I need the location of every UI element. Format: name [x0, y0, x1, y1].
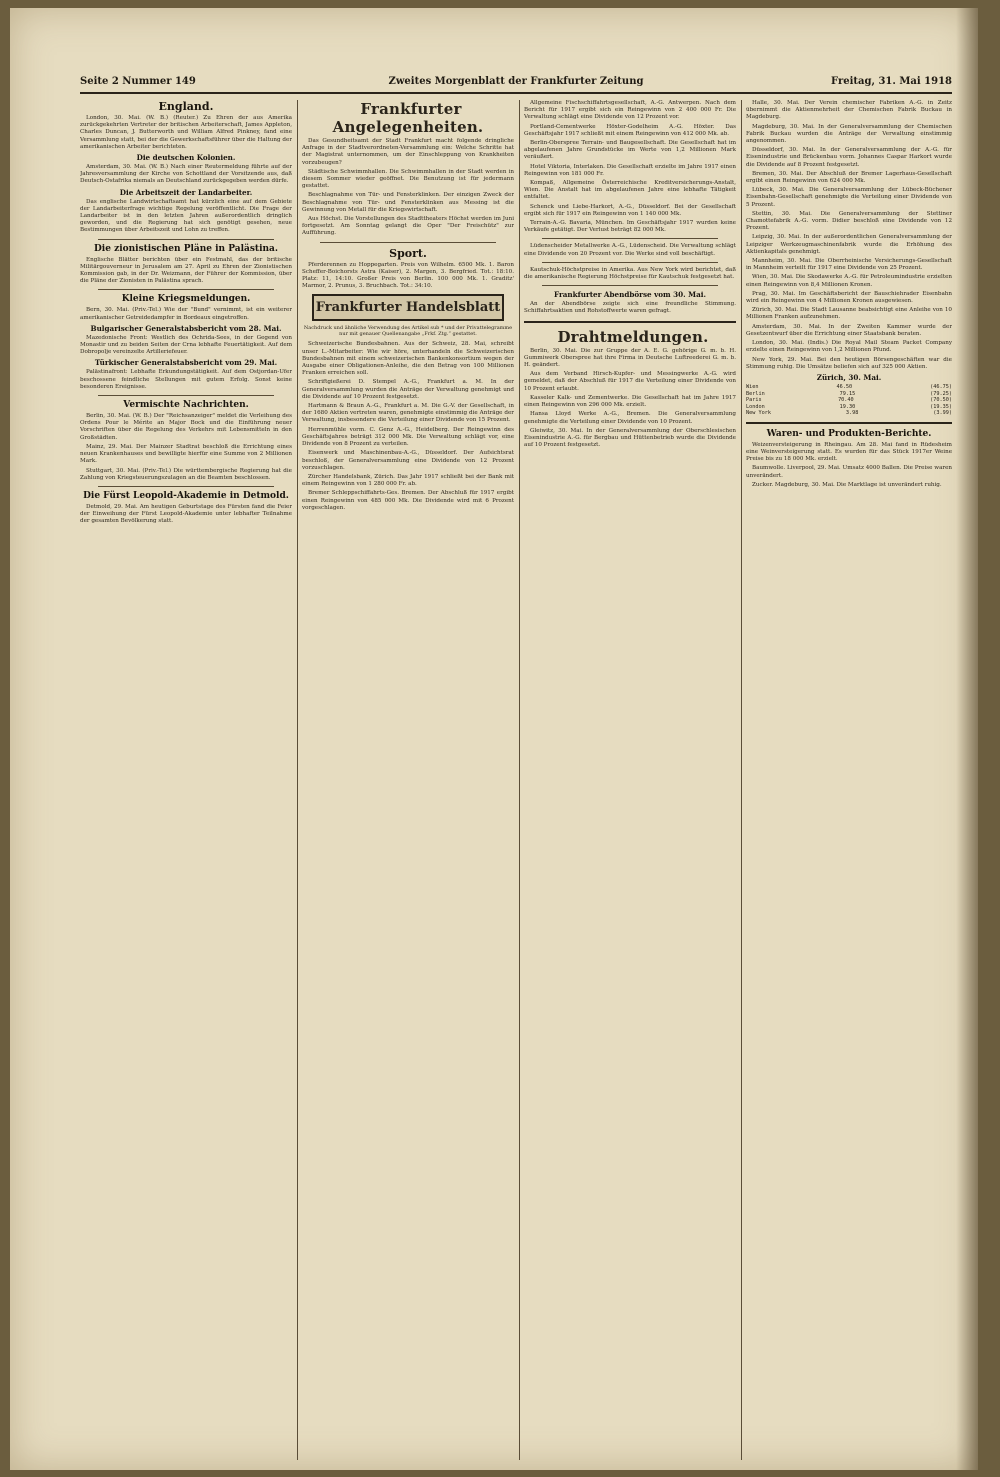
- article-text: Terrain-A.-G. Bavaria, München. Im Geschäftsjahr 1917 wurden keine Verkäufe getätigt. Der Verlust beträgt 82 000 Mk.: [524, 220, 736, 234]
- headline-vermischte: Vermischte Nachrichten.: [123, 400, 249, 411]
- headline-akademie: Die Fürst Leopold-Akademie in Detmold.: [83, 490, 289, 501]
- article-text: Weizenversteigerung in Rheingau. Am 28. Mai fand in Rüdesheim eine Weinversteigerung statt. Es wurden für das Stück 1917er Weine Preise bis zu 18 000 Mk. erzielt.: [746, 441, 952, 463]
- exchange-rate-city: Wien: [746, 383, 759, 390]
- article-text: Mainz, 29. Mai. Der Mainzer Stadtrat beschloß die Errichtung eines neuen Krankenhauses und bewilligte hierfür eine Summe von 2 Millionen Mark.: [80, 443, 292, 465]
- subhead-turkish-report: Türkischer Generalstabsbericht vom 29. Mai.: [94, 358, 278, 368]
- headline-england: England.: [158, 100, 214, 113]
- article-text: An der Abendbörse zeigte sich eine freundliche Stimmung. Schiffahrtsaktien und Rohstoffwerte waren gefragt.: [524, 301, 736, 315]
- article-text: Detmold, 29. Mai. Am heutigen Geburtstage des Fürsten fand die Feier der Einweihung der Fürst Leopold-Akademie unter lebhafter Teilnahme der gesamten Bevölkerung statt.: [80, 503, 292, 525]
- divider: [320, 242, 496, 243]
- article-text: Hartmann & Braun A.-G., Frankfurt a. M. Die G.-V. der Gesellschaft, in der 1680 Aktien vertreten waren, genehmigte einstimmig die Anträge der Verwaltung, insbesondere die Verteilung einer Dividende von 15 Prozent.: [302, 403, 514, 424]
- article-text: Palästinafront: Lebhafte Erkundungstätigkeit. Auf dem Ostjordan-Ufer beschossene feindliche Stellungen mit gutem Erfolg. Sonst keine besonderen Ereignisse.: [80, 369, 292, 390]
- article-text: Schriftgießerei D. Stempel A.-G., Frankfurt a. M. In der Generalversammlung wurden die Anträge der Verwaltung genehmigt und die Dividende auf 10 Prozent festgesetzt.: [302, 379, 514, 400]
- column-rule: [519, 100, 520, 1460]
- column-rule: [297, 100, 298, 1460]
- article-text: Hansa Lloyd Werke A.-G., Bremen. Die Generalversammlung genehmigte die Verteilung einer Dividende von 10 Prozent.: [524, 411, 736, 425]
- exchange-rate-city: Paris: [746, 397, 762, 404]
- article-text: Aus dem Verband Hirsch-Kupfer- und Messingwerke A.-G. wird gemeldet, daß der Abschluß für 1917 die Verteilung einer Dividende von 10 Prozent erlaubt.: [524, 371, 736, 392]
- exchange-rate-value: 19.30: [839, 403, 856, 410]
- article-text: London, 30. Mai. (Indis.) Die Royal Mail Steam Packet Company erzielte einen Reingewinn von 1,2 Millionen Pfund.: [746, 340, 952, 354]
- article-text: Bern, 30. Mai. (Priv.-Tel.) Wie der "Bund" vernimmt, ist ein weiterer amerikanischer Getreidedampfer in Bordeaux eingetroffen.: [80, 307, 292, 321]
- article-text: Portland-Cementwerke Höxter-Godelheim A.-G. Höxter. Das Geschäftsjahr 1917 schließt mit einem Reingewinn von 412 000 Mk. ab.: [524, 123, 736, 137]
- article-text: Amsterdam, 30. Mai. In der Zweiten Kammer wurde der Gesetzentwurf über die Errichtung einer Staatsbank beraten.: [746, 323, 952, 337]
- subhead-kolonien: Die deutschen Kolonien.: [136, 153, 236, 163]
- headline-sport: Sport.: [389, 246, 427, 260]
- article-text: Zürich, 30. Mai. Die Stadt Lausanne beabsichtigt eine Anleihe von 10 Millionen Franken aufzunehmen.: [746, 307, 952, 321]
- article-text: Stuttgart, 30. Mai. (Priv.-Tel.) Die württembergische Regierung hat die Zahlung von Kriegsteuerungszulagen an die Beamten beschlossen.: [80, 467, 292, 481]
- article-text: Düsseldorf, 30. Mai. In der Generalversammlung der A.-G. für Eisenindustrie und Brückenbau vorm. Johannes Caspar Harkort wurde die Dividende auf 8 Prozent festgesetzt.: [746, 147, 952, 168]
- page-edge-shadow: [956, 8, 978, 1470]
- article-text: Lübeck, 30. Mai. Die Generalversammlung der Lübeck-Büchener Eisenbahn-Gesellschaft genehmigte die Verteilung einer Dividende von 5 Prozent.: [746, 187, 952, 208]
- article-text: Berlin, 30. Mai. Die zur Gruppe der A. E. G. gehörige G. m. b. H. Gummiwerk Oberspree hat ihre Firma in Deutsche Luftreederei G. m. b. H. geändert.: [524, 347, 736, 369]
- divider: [542, 285, 718, 286]
- header-date: Freitag, 31. Mai 1918: [831, 76, 952, 87]
- article-text: Kasseler Kalk- und Zementwerke. Die Gesellschaft hat im Jahre 1917 einen Reingewinn von 296 000 Mk. erzielt.: [524, 394, 736, 409]
- article-text: Hotel Viktoria, Interlaken. Die Gesellschaft erzielte im Jahre 1917 einen Reingewinn von 181 000 Fr.: [524, 163, 736, 177]
- article-text: Schenck und Liebe-Harkort, A.-G., Düsseldorf. Bei der Gesellschaft ergibt sich für 1917 ein Reingewinn von 1 140 000 Mk.: [524, 203, 736, 217]
- divider: [98, 239, 274, 240]
- article-text: Lüdenscheider Metallwerke A.-G., Lüdenscheid. Die Verwaltung schlägt eine Dividende von 20 Prozent vor. Die Werke sind voll beschäftigt.: [524, 243, 736, 257]
- headline-waren-berichte: Waren- und Produkten-Berichte.: [766, 428, 932, 439]
- exchange-rate-value: 70.40: [838, 397, 854, 404]
- column-2: [302, 100, 514, 1460]
- headline-zionist: Die zionistischen Pläne in Palästina.: [94, 243, 278, 254]
- handelsblatt-banner: Frankfurter Handelsblatt: [312, 294, 504, 321]
- handelsblatt-notice: Nachdruck und ähnliche Verwendung des Artikel sub * und der Privattelegramme nur mit genauer Quellenangabe „Frkf. Ztg.“ gestattet.: [303, 325, 513, 338]
- exchange-rate-city: Berlin: [746, 390, 765, 397]
- article-text: Baumwolle. Liverpool, 29. Mai. Umsatz 4000 Ballen. Die Preise waren unverändert.: [746, 465, 952, 479]
- article-text: Schweizerische Bundesbahnen. Aus der Schweiz, 28. Mai, schreibt unser L.-Mitarbeiter: Wie wir höre, unterhandeln die Schweizerischen Bundesbahnen mit einem schweizerischen Bankenkonsortium wegen der Ausgabe einer Obligationen-Anleihe, die den Betrag von 100 Millionen Franken erreichen soll.: [302, 341, 514, 377]
- article-text: Halle, 30. Mai. Der Verein chemischer Fabriken A.-G. in Zeitz übernimmt die Aktienmehrheit der Chemischen Fabrik Buckau in Magdeburg.: [746, 100, 952, 121]
- exchange-rate-value: 46.50: [836, 383, 853, 390]
- article-text: Gleiwitz, 30. Mai. In der Generalversammlung der Oberschlesischen Eisenindustrie A.-G. für Bergbau und Hüttenbetrieb wurde die Dividende auf 10 Prozent festgesetzt.: [524, 427, 736, 449]
- exchange-rate-row: [746, 404, 952, 411]
- exchange-rate-value: (3.99): [933, 410, 952, 417]
- article-text: Wien, 30. Mai. Die Skodawerke A.-G. für Petroleumindustrie erzielten einen Reingewinn von 8,4 Millionen Kronen.: [746, 274, 952, 288]
- exchange-rate-value: (79.25): [930, 390, 952, 397]
- article-text: Magdeburg, 30. Mai. In der Generalversammlung der Chemischen Fabrik Buckau wurden die Anträge der Verwaltung einstimmig angenommen.: [746, 123, 952, 145]
- article-text: Berlin-Oberspree Terrain- und Baugesellschaft. Die Gesellschaft hat im abgelaufenen Jahre Grundstücke im Werte von 1,2 Millionen Mark veräußert.: [524, 140, 736, 161]
- exchange-rate-value: (70.50): [930, 397, 952, 404]
- newspaper-page: [10, 8, 978, 1470]
- divider: [98, 486, 274, 487]
- divider: [746, 422, 952, 424]
- subhead-landarbeiter: Die Arbeitszeit der Landarbeiter.: [119, 187, 253, 197]
- column-1: [80, 100, 292, 1460]
- exchange-rate-row: [746, 391, 952, 398]
- article-text: Städtische Schwimmhallen. Die Schwimmhallen in der Stadt werden in diesem Sommer wieder geöffnet. Die Benutzung ist für jedermann gestattet.: [302, 168, 514, 190]
- subhead-abendboerse: Frankfurter Abendbörse vom 30. Mai.: [554, 290, 706, 300]
- exchange-rate-table: [746, 384, 952, 417]
- article-text: Zucker. Magdeburg, 30. Mai. Die Marktlage ist unverändert ruhig.: [752, 481, 942, 488]
- article-text: Das englische Landwirtschaftsamt hat kürzlich eine auf dem Gebiete der Landarbeiterfrage wichtige Regelung veröffentlicht. Die Frage der Landarbeiter ist in den letzten Jahren außerordentlich dringlich geworden, und die Regierung hat sich genötigt gesehen, neue Bestimmungen über Arbeitszeit und Lohn zu treffen.: [80, 198, 292, 234]
- exchange-rate-city: London: [746, 403, 765, 410]
- exchange-rate-city: New York: [746, 410, 771, 417]
- article-text: New York, 29. Mai. Bei den heutigen Börsengeschäften war die Stimmung ruhig. Die Umsätze beliefen sich auf 325 000 Aktien.: [746, 356, 952, 370]
- divider: [98, 289, 274, 290]
- article-text: Allgemeine Fischschiffahrtsgesellschaft, A.-G. Antwerpen. Nach dem Bericht für 1917 ergibt sich ein Reingewinn von 2 400 000 Fr. Die Verwaltung schlägt eine Dividende von 12 Prozent vor.: [524, 100, 736, 121]
- article-text: Stettin, 30. Mai. Die Generalversammlung der Stettiner Chamottefabrik A.-G. vorm. Didier beschloß eine Dividende von 12 Prozent.: [746, 210, 952, 232]
- headline-drahtmeldungen: Drahtmeldungen.: [557, 327, 709, 346]
- column-rule: [741, 100, 742, 1460]
- article-text: Das Gesundheitsamt der Stadt Frankfurt macht folgende dringliche Anfrage in der Stadtverordneten-Versammlung ein: Welche Schritte hat der Magistrat unternommen, um der Einschleppung von Krankheiten vorzubeugen?: [302, 138, 514, 166]
- divider: [524, 321, 736, 323]
- exchange-rate-value: (46.75): [930, 383, 952, 390]
- divider: [542, 262, 718, 263]
- article-text: Amsterdam, 30. Mai. (W. B.) Nach einer Reutermeldung führte auf der Jahresversammlung der Kirche von Schottland der Vorsitzende aus, daß Deutsch-Ostafrika niemals an Deutschland zurückgegeben werden dürfe.: [80, 164, 292, 185]
- article-text: Herrenmühle vorm. C. Genz A.-G., Heidelberg. Der Reingewinn des Geschäftsjahres beträgt 312 000 Mk. Die Verwaltung schlägt vor, eine Dividende von 8 Prozent zu verteilen.: [302, 426, 514, 448]
- article-text: Prag, 30. Mai. Im Geschäftsbericht der Bauschiehrader Eisenbahn wird ein Reingewinn von 4 Millionen Kronen ausgewiesen.: [746, 290, 952, 305]
- headline-kriegsmeldungen: Kleine Kriegsmeldungen.: [121, 294, 251, 305]
- page-header: [80, 74, 952, 94]
- exchange-rate-value: 79.15: [839, 390, 856, 397]
- subhead-bulgarian-report: Bulgarischer Generalstabsbericht vom 28. Mai.: [90, 323, 282, 333]
- article-text: Leipzig, 30. Mai. In der außerordentlichen Generalversammlung der Leipziger Werkzeugmaschinenfabrik wurde die Erhöhung des Aktienkapitals genehmigt.: [746, 234, 952, 255]
- header-masthead: Zweites Morgenblatt der Frankfurter Zeitung: [388, 76, 644, 87]
- column-3: [524, 100, 736, 1460]
- article-text: Kautschuk-Höchstpreise in Amerika. Aus New York wird berichtet, daß die amerikanische Regierung Höchstpreise für Kautschuk festgesetzt hat.: [524, 266, 736, 281]
- subhead-zurich-rates: Zürich, 30. Mai.: [816, 372, 882, 382]
- article-text: Pferderennen zu Hoppegarten. Preis von Wilhelm. 6500 Mk. 1. Baron Scheffer-Boichorsts Astra (Kaiser), 2. Margen, 3. Bergfried. Tot.: 18:10. Platz: 11, 14:10. Großer Preis von Berlin. 100 000 Mk. 1. Graditz' Marmor, 2. Prunus, 3. Bruchbach. Tot.: 34:10.: [302, 261, 514, 290]
- article-text: Bremer Schleppschiffahrts-Ges. Bremen. Der Abschluß für 1917 ergibt einen Reingewinn von 485 000 Mk. Die Dividende wird mit 6 Prozent vorgeschlagen.: [302, 490, 514, 511]
- article-text: Berlin, 30. Mai. (W. B.) Der "Reichsanzeiger" meldet die Verleihung des Ordens Pour le Mérite an Major Bock und die Einführung neuer Vorschriften über die Regelung des Verkehrs mit Lebensmitteln in den Großstädten.: [80, 413, 292, 441]
- headline-frankfurter-angelegenheiten: Frankfurter Angelegenheiten.: [332, 100, 484, 136]
- column-4: [746, 100, 952, 1460]
- divider: [98, 395, 274, 396]
- article-text: Zürcher Handelsbank, Zürich. Das Jahr 1917 schließt bei der Bank mit einem Reingewinn von 1 280 000 Fr. ab.: [302, 473, 514, 488]
- header-page-number: Seite 2 Nummer 149: [80, 76, 196, 87]
- article-text: Mazedonische Front: Westlich des Ochrida-Sees, in der Gegend von Monastir und zu beiden Seiten der Crna lebhafte Feuertätigkeit. Auf dem Dobropolje vereinzelte Artilleriefeuer.: [80, 334, 292, 356]
- exchange-rate-value: 3.98: [845, 410, 859, 417]
- article-text: London, 30. Mai. (W. B.) (Reuter.) Zu Ehren der aus Amerika zurückgekehrten Vertreter der britischen Arbeiterschaft, James Appleton, Charles Duncan, J. Butterworth und William Alfred Pinkney, fand eine Versammlung statt, bei der die Gewerkschaftsführer über die Haltung der amerikanischen Arbeiter berichteten.: [80, 115, 292, 150]
- article-text: Eisenwerk und Maschinenbau-A.-G., Düsseldorf. Der Aufsichtsrat beschloß, der Generalversammlung eine Dividende von 12 Prozent vorzuschlagen.: [302, 450, 514, 471]
- exchange-rate-row: [746, 397, 952, 404]
- article-text: Kompaß, Allgemeine Österreichische Kreditversicherungs-Anstalt, Wien. Die Anstalt hat im abgelaufenen Jahre eine lebhafte Tätigkeit entfaltet.: [524, 180, 736, 201]
- article-text: Aus Höchst. Die Vorstellungen des Stadttheaters Höchst werden im Juni fortgesetzt. Am Sonntag gelangt die Oper "Der Freischütz" zur Aufführung.: [302, 216, 514, 237]
- article-text: Bremen, 30. Mai. Der Abschluß der Bremer Lagerhaus-Gesellschaft ergibt einen Reingewinn von 624 000 Mk.: [746, 170, 952, 185]
- exchange-rate-row: [746, 384, 952, 391]
- article-text: Beschlagnahme von Tür- und Fensterklinken. Der einzigen Zweck der Beschlagnahme von Tür- und Fensterklinken aus Messing ist die Gewinnung von Metall für die Kriegswirtschaft.: [302, 192, 514, 213]
- article-text: Englische Blätter berichten über ein Festmahl, das der britische Militärgouverneur in Jerusalem am 27. April zu Ehren der Zionistischen Kommission gab, in der Dr. Weizmann, der Führer der Kommission, über die Pläne der Zionisten in Palästina sprach.: [80, 256, 292, 285]
- exchange-rate-value: (19.35): [930, 403, 952, 410]
- divider: [542, 238, 718, 239]
- exchange-rate-row: [746, 410, 952, 417]
- article-text: Mannheim, 30. Mai. Die Oberrheinische Versicherungs-Gesellschaft in Mannheim verteilt für 1917 eine Dividende von 25 Prozent.: [746, 258, 952, 272]
